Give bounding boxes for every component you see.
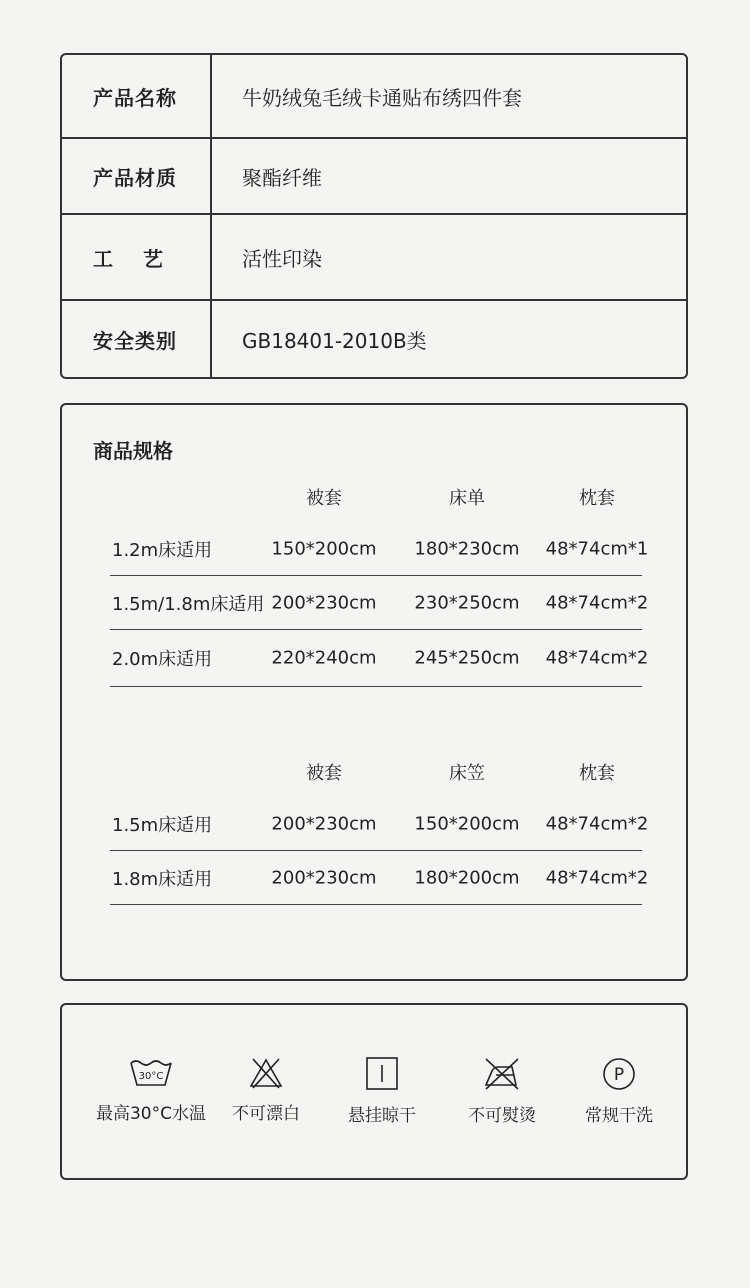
info-value: 活性印染 — [242, 246, 322, 271]
table-cell: 200*230cm — [271, 592, 377, 613]
header-cell: 床单 — [449, 488, 485, 509]
row-label: 1.5m/1.8m床适用 — [112, 593, 265, 615]
info-label: 产品材质 — [62, 139, 212, 213]
table-row — [110, 630, 649, 687]
info-label: 产品名称 — [62, 55, 212, 137]
row-label: 2.0m床适用 — [112, 649, 213, 670]
info-row-material — [62, 137, 686, 213]
row-label: 1.2m床适用 — [112, 540, 213, 561]
info-value: 牛奶绒兔毛绒卡通贴布绣四件套 — [242, 85, 522, 110]
header-cell: 枕套 — [579, 763, 615, 784]
info-value: 聚酯纤维 — [242, 165, 322, 190]
table-cell: 150*200cm — [271, 538, 377, 560]
info-label: 工艺 — [62, 215, 212, 299]
table-header — [110, 471, 642, 523]
spec-panel — [60, 403, 688, 981]
care-label: 不可漂白 — [232, 1104, 300, 1124]
header-cell: 被套 — [306, 488, 342, 509]
table-cell: 48*74cm*2 — [545, 592, 649, 613]
table-cell: 200*230cm — [271, 867, 377, 888]
no-iron-icon — [482, 1057, 522, 1091]
table-cell: 48*74cm*2 — [545, 867, 649, 888]
spec-table-1 — [110, 471, 649, 687]
table-row — [110, 523, 649, 576]
spec-title: 商品规格 — [93, 439, 173, 463]
table-cell: 220*240cm — [271, 647, 377, 669]
care-panel — [60, 1003, 688, 1180]
table-row — [110, 576, 649, 630]
care-label: 最高30°C水温 — [95, 1104, 206, 1124]
table-cell: 200*230cm — [271, 813, 377, 835]
wash-30-icon — [129, 1057, 173, 1089]
table-header — [110, 746, 642, 798]
care-item-dryclean — [549, 1057, 689, 1126]
info-row-craft — [62, 213, 686, 299]
svg-text:30°C: 30°C — [138, 1071, 164, 1082]
info-row-name — [62, 55, 686, 137]
table-cell: 48*74cm*2 — [545, 647, 649, 669]
info-row-safety — [62, 299, 686, 377]
svg-text:P: P — [613, 1065, 625, 1085]
info-label: 安全类别 — [62, 301, 212, 377]
care-item-hang — [312, 1057, 452, 1126]
care-label: 悬挂晾干 — [348, 1106, 416, 1126]
table-row — [110, 798, 649, 851]
dry-clean-p-icon — [601, 1057, 637, 1091]
header-cell: 被套 — [306, 763, 342, 784]
no-bleach-icon — [248, 1057, 284, 1089]
hang-dry-icon — [364, 1057, 400, 1091]
table-cell: 48*74cm*2 — [545, 813, 649, 835]
header-cell: 枕套 — [579, 488, 615, 509]
product-info-table — [60, 53, 688, 379]
table-row — [110, 851, 649, 905]
care-label: 不可熨烫 — [468, 1106, 536, 1126]
table-cell: 150*200cm — [414, 813, 520, 835]
table-cell: 180*200cm — [414, 867, 520, 888]
table-cell: 180*230cm — [414, 538, 520, 560]
info-value: GB18401-2010B类 — [242, 328, 427, 353]
spec-table-2 — [110, 746, 649, 905]
header-cell: 床笠 — [449, 763, 485, 784]
row-label: 1.5m床适用 — [112, 815, 213, 836]
table-cell: 230*250cm — [414, 592, 520, 613]
table-cell: 245*250cm — [414, 647, 520, 669]
care-label: 常规干洗 — [585, 1106, 653, 1126]
row-label: 1.8m床适用 — [112, 868, 213, 890]
table-cell: 48*74cm*1 — [545, 538, 649, 560]
